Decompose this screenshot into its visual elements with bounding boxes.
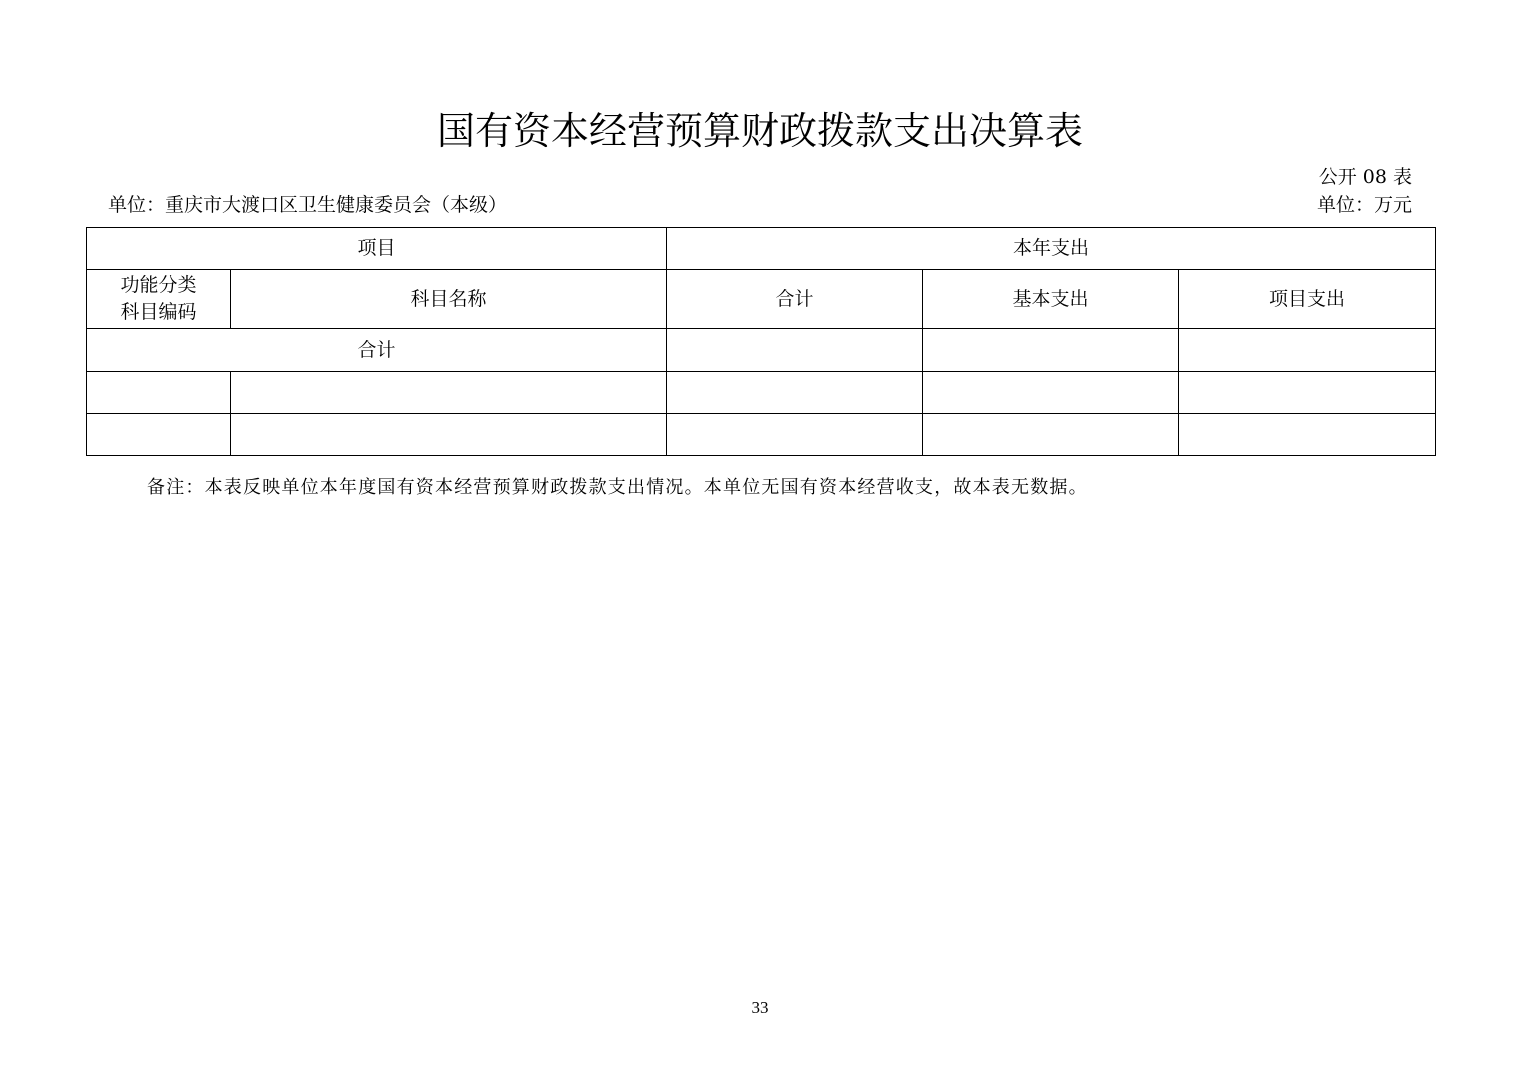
header-code-line1: 功能分类 xyxy=(120,274,197,296)
header-basic: 基本支出 xyxy=(923,270,1179,329)
table-row xyxy=(87,372,1436,414)
header-year-expense: 本年支出 xyxy=(667,228,1436,270)
row-name xyxy=(231,414,667,456)
page-title: 国有资本经营预算财政拨款支出决算表 xyxy=(436,109,1083,153)
header-item: 项目 xyxy=(87,228,667,270)
currency-unit: 单位：万元 xyxy=(1316,194,1412,216)
total-row-label: 合计 xyxy=(87,329,667,372)
table-total-row xyxy=(87,329,1436,372)
row-name xyxy=(231,372,667,414)
page-number: 33 xyxy=(751,998,769,1017)
row-project xyxy=(1179,372,1436,414)
total-row-project xyxy=(1179,329,1436,372)
table-row xyxy=(87,414,1436,456)
table-note: 备注：本表反映单位本年度国有资本经营预算财政拨款支出情况。本单位无国有资本经营收支，故本表无数据。 xyxy=(147,477,1088,498)
row-total xyxy=(667,414,923,456)
header-code-line2: 科目编码 xyxy=(120,301,197,323)
row-code xyxy=(87,414,231,456)
row-total xyxy=(667,372,923,414)
row-project xyxy=(1179,414,1436,456)
row-basic xyxy=(923,372,1179,414)
form-number: 公开 08 表 xyxy=(1318,166,1412,188)
header-code xyxy=(87,270,231,329)
total-row-total xyxy=(667,329,923,372)
header-name: 科目名称 xyxy=(231,270,667,329)
table-header-row xyxy=(87,228,1436,270)
header-project: 项目支出 xyxy=(1179,270,1436,329)
reporting-unit: 单位：重庆市大渡口区卫生健康委员会（本级） xyxy=(108,194,508,216)
row-code xyxy=(87,372,231,414)
table-subheader-row xyxy=(87,270,1436,329)
header-total: 合计 xyxy=(667,270,923,329)
total-row-basic xyxy=(923,329,1179,372)
row-basic xyxy=(923,414,1179,456)
expenditure-table xyxy=(86,227,1436,456)
